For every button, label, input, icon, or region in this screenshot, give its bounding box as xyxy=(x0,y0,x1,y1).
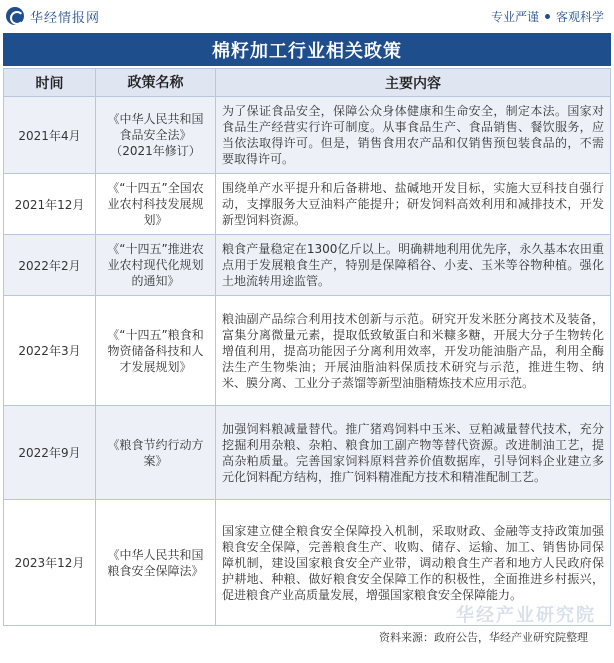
page-title: 棉籽加工行业相关政策 xyxy=(3,33,611,66)
cell-time: 2021年4月 xyxy=(4,97,96,174)
cell-time: 2021年12月 xyxy=(4,174,96,235)
slogan-left: 专业严谨 xyxy=(490,10,539,24)
table-row xyxy=(4,406,611,500)
brand-name: 华经情报网 xyxy=(30,10,101,26)
table-row xyxy=(4,235,611,296)
header-policy-name: 政策名称 xyxy=(96,69,216,97)
source-note: 资料来源：政府公告，华经产业研究院整理 xyxy=(379,631,588,644)
cell-time: 2023年12月 xyxy=(4,500,96,626)
cell-content: 粮食产量稳定在1300亿斤以上。明确耕地利用优先序，永久基本农田重点用于发展粮食生产，特别是保障稻谷、小麦、玉米等谷物种植。强化土地流转用途监管。 xyxy=(216,235,611,296)
cell-policy-name: 《中华人民共和国粮食安全保障法》 xyxy=(96,500,216,626)
bullet-icon xyxy=(545,14,550,19)
table-row xyxy=(4,97,611,174)
header-time: 时间 xyxy=(4,69,96,97)
slogan xyxy=(491,8,604,25)
table-row xyxy=(4,296,611,406)
cell-policy-name: 《中华人民共和国食品安全法》（2021年修订） xyxy=(96,97,216,174)
cell-content: 为了保证食品安全，保障公众身体健康和生命安全，制定本法。国家对食品生产经营实行许可制度。从事食品生产、食品销售、餐饮服务，应当依法取得许可。但是，销售食用农产品和仅销售预包装食品的，不需要取得许可。 xyxy=(216,97,611,174)
cell-content: 加强饲料粮减量替代。推广猪鸡饲料中玉米、豆粕减量替代技术，充分挖掘利用杂粮、杂粕、粮食加工副产物等替代资源。改进制油工艺，提高杂粕质量。完善国家饲料原料营养价值数据库，引导饲料企业建立多元化饲料配方结构，推广饲料精准配方技术和精准配制工艺。 xyxy=(216,406,611,500)
header-content: 主要内容 xyxy=(216,69,611,97)
policy-table xyxy=(3,68,611,626)
cell-policy-name: 《“十四五”粮食和物资储备科技和人才发展规划》 xyxy=(96,296,216,406)
cell-content: 围绕单产水平提升和后备耕地、盐碱地开发目标，实施大豆科技自强行动，支撑服务大豆油料产能提升；研发饲料高效利用和减排技术，开发新型饲料资源。 xyxy=(216,174,611,235)
watermark: 华经产业研究院 xyxy=(456,605,596,626)
slogan-right: 客观科学 xyxy=(555,10,604,24)
table-row xyxy=(4,174,611,235)
cell-policy-name: 《粮食节约行动方案》 xyxy=(96,406,216,500)
cell-content: 粮油副产品综合利用技术创新与示范。研究开发米胚分离技术及装备，富集分离微量元素，提取低致敏蛋白和米糠多糖，开展大分子生物转化增值利用，提高功能因子分离利用效率，开发功能油脂产品，利用全酶法生产生物柴油；开展油脂油料保质技术研究与示范，推进生物、纳米、膜分离、工业分子蒸馏等新型油脂精炼技术应用示范。 xyxy=(216,296,611,406)
cell-policy-name: 《“十四五”推进农业农村现代化规划的通知》 xyxy=(96,235,216,296)
brand xyxy=(6,6,100,26)
cell-time: 2022年9月 xyxy=(4,406,96,500)
cell-time: 2022年3月 xyxy=(4,296,96,406)
table-header-row xyxy=(4,69,611,97)
cell-policy-name: 《“十四五”全国农业农村科技发展规划》 xyxy=(96,174,216,235)
cell-time: 2022年2月 xyxy=(4,235,96,296)
logo-icon xyxy=(6,7,24,25)
cell-content: 国家建立健全粮食安全保障投入机制，采取财政、金融等支持政策加强粮食安全保障，完善粮食生产、收购、储存、运输、加工、销售协同保障机制，建设国家粮食安全产业带，调动粮食生产者和地方人民政府保护耕地、种粮、做好粮食安全保障工作的积极性，全面推进乡村振兴，促进粮食产业高质量发展，增强国家粮食安全保障能力。 xyxy=(216,500,611,626)
top-bar xyxy=(0,0,614,30)
